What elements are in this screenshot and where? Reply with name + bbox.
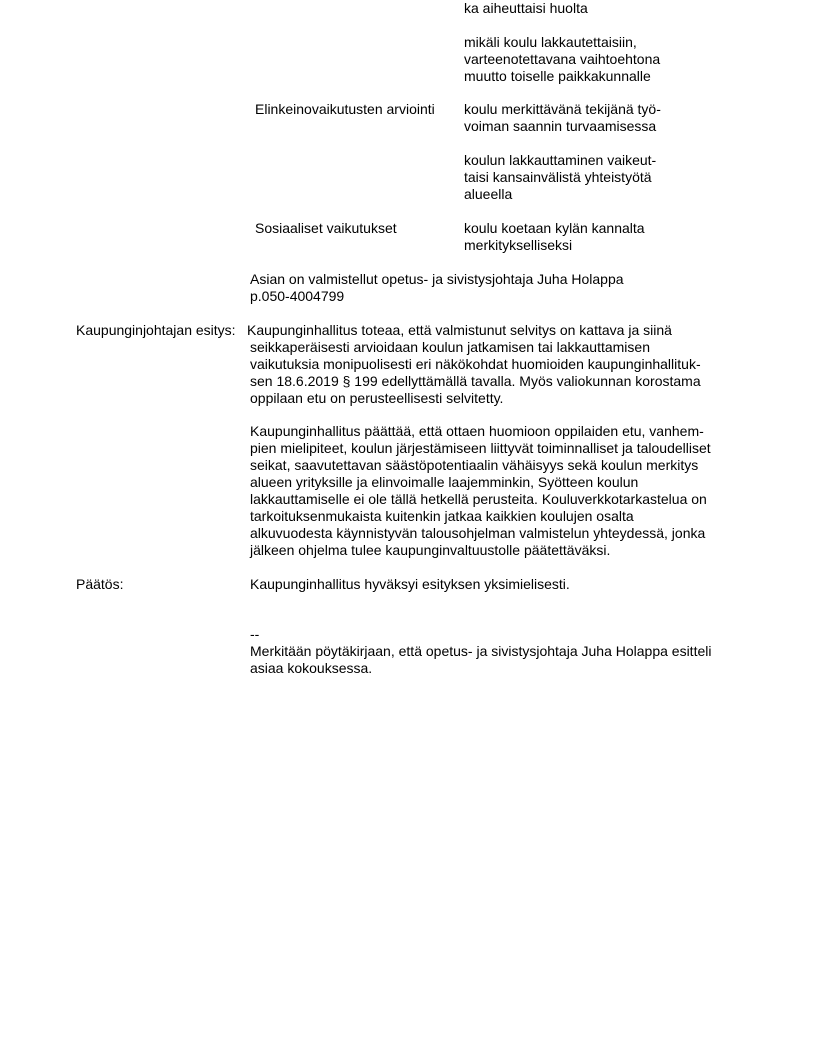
impact-row-item [464,152,656,203]
row-label: Sosiaaliset vaikutukset [255,220,397,236]
text-line: lakkauttamiselle ei ole tällä hetkellä perusteita. Kouluverkkotarkastelua on [250,491,707,507]
separator-text: -- [250,626,260,642]
text-line: Kaupunginhallitus hyväksyi esityksen yksimielisesti. [250,576,570,592]
impact-row-label [255,101,435,118]
proposal-paragraph-1 [250,339,701,407]
text-line: koulu koetaan kylän kannalta [464,220,645,236]
text-line: alueella [464,186,513,202]
text-line: oppilaan etu on perusteellisesti selvitetty. [250,390,504,406]
text-line: muutto toiselle paikkakunnalle [464,68,651,84]
text-line: Merkitään pöytäkirjaan, että opetus- ja sivistysjohtaja Juha Holappa esitteli [250,643,712,659]
text-line: p.050-4004799 [250,288,345,304]
text-line: koulun lakkauttaminen vaikeut- [464,152,657,168]
text-line: koulu merkittävänä tekijänä työ- [464,101,661,117]
text-line: alueen yrityksille ja elinvoimalle laajemminkin, Syötteen koulun [250,474,639,490]
section-label: Päätös: [76,576,124,592]
text-line: mikäli koulu lakkautettaisiin, [464,34,637,50]
text-line: Asian on valmistellut opetus- ja sivistysjohtaja Juha Holappa [250,271,624,287]
text-line: seikkaperäisesti arvioidaan koulun jatkamisen tai lakkauttamisen [250,339,650,355]
proposal-paragraph-2 [250,423,711,559]
text-line: voiman saannin turvaamisessa [464,118,657,134]
text-line: tarkoituksenmukaista kuitenkin jatkaa kaikkien koulujen osalta [250,508,634,524]
decision-label [76,576,123,593]
text-line: Kaupunginhallitus päättää, että ottaen huomioon oppilaiden etu, vanhem- [250,423,704,439]
text-line: seikat, saavutettavan säästöpotentiaalin vähäisyys sekä koulun merkitys [250,457,699,473]
text-line: ka aiheuttaisi huolta [464,0,588,16]
text-line: alkuvuodesta käynnistyvän talousohjelman valmistelun yhteydessä, jonka [250,525,706,541]
decision-text [250,576,570,593]
decision-note [250,643,711,677]
impact-row-item [464,101,661,135]
impact-row-label [255,220,397,237]
row-label: Elinkeinovaikutusten arviointi [255,101,435,117]
text-line: taisi kansainvälistä yhteistyötä [464,169,652,185]
text-line: Kaupunginhallitus toteaa, että valmistunut selvitys on kattava ja siinä [247,322,672,338]
text-line: sen 18.6.2019 § 199 edellyttämällä tavalla. Myös valiokunnan korostama [250,373,701,389]
proposal-label [76,322,236,339]
impact-top-continuation [464,0,588,17]
decision-separator [250,626,259,643]
text-line: jälkeen ohjelma tulee kaupunginvaltuustolle päätettäväksi. [250,542,611,558]
section-label: Kaupunginjohtajan esitys: [76,322,236,338]
text-line: pien mielipiteet, koulun järjestämiseen liittyvät toiminnalliset ja taloudelliset [250,440,711,456]
text-line: vaikutuksia monipuolisesti eri näkökohdat huomioiden kaupunginhallituk- [250,356,701,372]
text-line: merkitykselliseksi [464,237,573,253]
text-line: asiaa kokouksessa. [250,660,373,676]
impact-top-alternative [464,34,660,85]
preparer-info [250,271,624,305]
proposal-first-line [247,322,672,339]
impact-row-item [464,220,645,254]
text-line: varteenotettavana vaihtoehtona [464,51,661,67]
